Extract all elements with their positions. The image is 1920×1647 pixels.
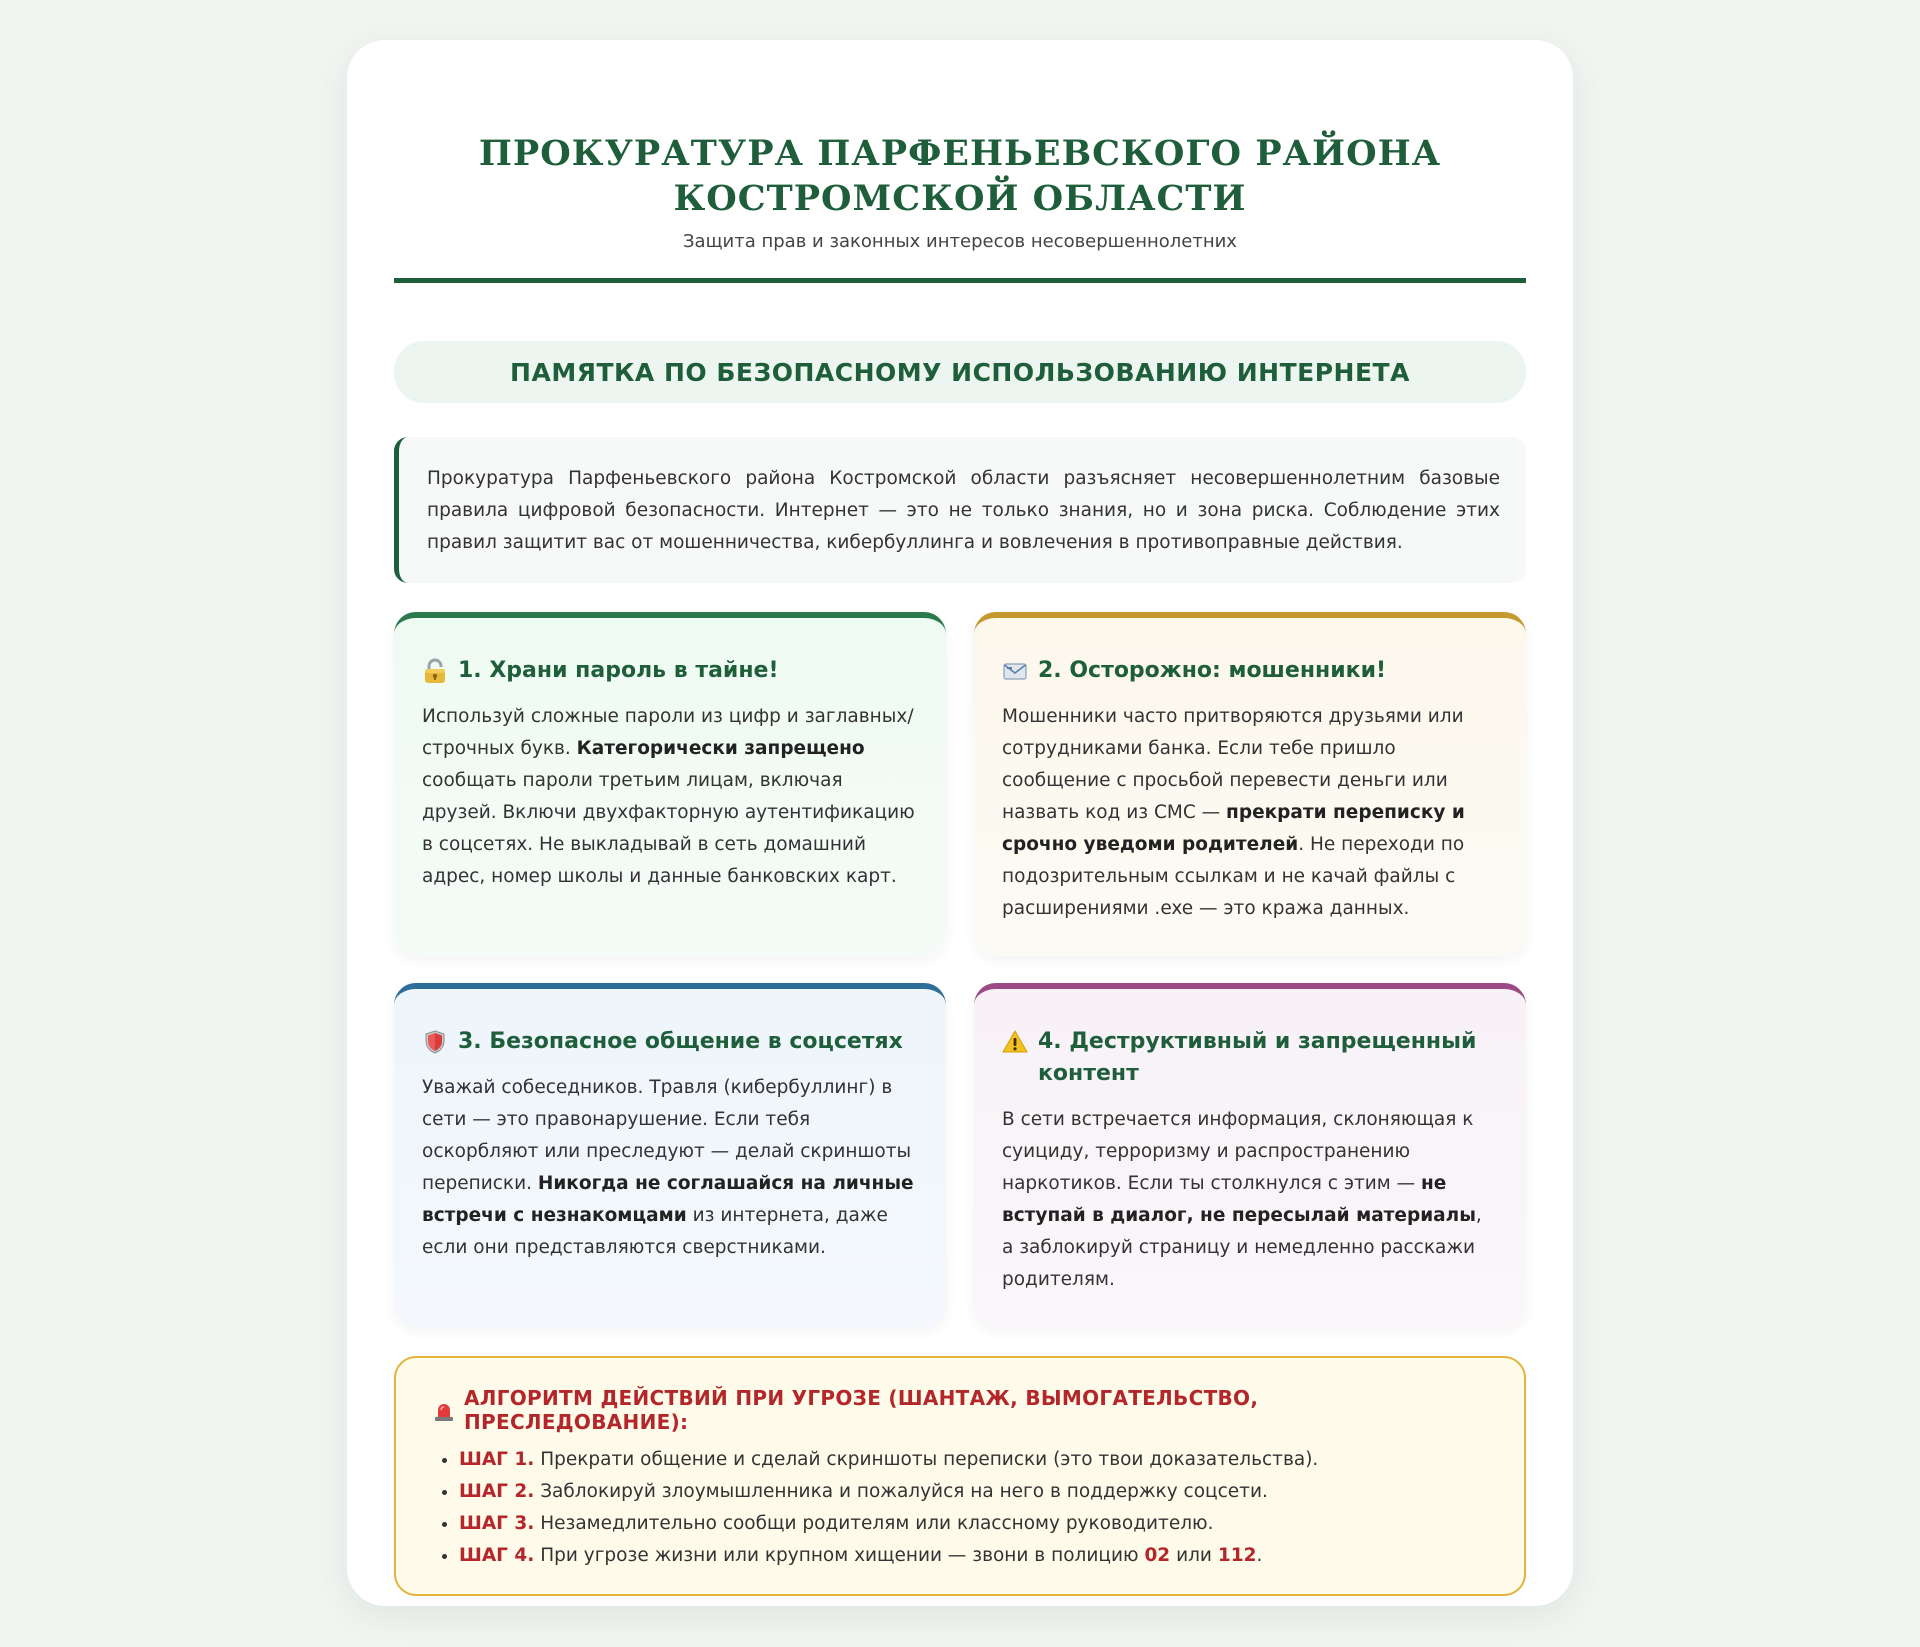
rule-text-part: . Не переходи по подозрительным ссылкам и не качай файлы с расширениями .exe — это кража данных.: [1002, 834, 1465, 919]
algorithm-step: [459, 1540, 1488, 1572]
org-title-line1: ПРОКУРАТУРА ПАРФЕНЬЕВСКОГО РАЙОНА: [478, 133, 1442, 174]
algorithm-step: [459, 1444, 1488, 1476]
algorithm-step: [459, 1476, 1488, 1508]
rule-text-part: сообщать пароли третьим лицам, включая друзей. Включи двухфакторную аутентификацию в соцсетях. Не выкладывай в сеть домашний адрес, номер школы и данные банковских карт.: [422, 770, 915, 887]
rule-card-title: [422, 655, 918, 687]
rule-text-part: Используй сложные пароли из цифр и заглавных/строчных букв.: [422, 706, 914, 759]
envelope-icon: [1002, 658, 1028, 684]
step-text: Прекрати общение и сделай скриншоты переписки (это твои доказательства).: [534, 1449, 1319, 1470]
step-text: При угрозе жизни или крупном хищении — звони в полицию: [534, 1545, 1145, 1566]
emergency-number: 112: [1217, 1545, 1257, 1566]
shield-icon: [422, 1029, 448, 1055]
rule-card-fraud: [974, 612, 1526, 956]
siren-icon: [432, 1398, 456, 1422]
rule-text-part: из интернета, даже если они представляются сверстниками.: [422, 1205, 888, 1258]
rule-text-emphasis: прекрати переписку и срочно уведоми родителей: [1002, 802, 1465, 855]
rule-card-title: [1002, 1026, 1498, 1090]
rule-card-text: [422, 701, 918, 893]
rule-text-emphasis: Категорически запрещено: [576, 738, 865, 759]
step-text: Незамедлительно сообщи родителям или классному руководителю.: [534, 1513, 1214, 1534]
header: [394, 131, 1526, 283]
intro-paragraph: Прокуратура Парфеньевского района Костромской области разъясняет несовершеннолетним базовые правила цифровой безопасности. Интернет — это не только знания, но и зона риска. Соблюдение этих правил защитит вас от мошенничества, кибербуллинга и вовлечения в противоправные действия.: [394, 437, 1526, 583]
rule-text-emphasis: не вступай в диалог, не пересылай материалы: [1002, 1173, 1476, 1226]
police-number: 02: [1144, 1545, 1171, 1566]
rule-card-title-text: 2. Осторожно: мошенники!: [1038, 658, 1387, 683]
algorithm-title: [432, 1386, 1488, 1434]
rule-card-password: [394, 612, 946, 956]
threat-algorithm-box: [394, 1356, 1526, 1596]
algorithm-title-text: АЛГОРИТМ ДЕЙСТВИЙ ПРИ УГРОЗЕ (ШАНТАЖ, ВЫМОГАТЕЛЬСТВО, ПРЕСЛЕДОВАНИЕ):: [464, 1386, 1259, 1434]
rule-card-title: [422, 1026, 918, 1058]
algorithm-step: [459, 1508, 1488, 1540]
warning-icon: [1002, 1029, 1028, 1055]
rule-text-part: Уважай собеседников. Травля (кибербуллинг) в сети — это правонарушение. Если тебя оскорбляют или преследуют — делай скриншоты переписки.: [422, 1077, 912, 1194]
algorithm-steps: [432, 1444, 1488, 1572]
step-label: ШАГ 1.: [459, 1449, 535, 1470]
org-title: [394, 131, 1526, 221]
memo-title: ПАМЯТКА ПО БЕЗОПАСНОМУ ИСПОЛЬЗОВАНИЮ ИНТЕРНЕТА: [510, 357, 1410, 387]
step-label: ШАГ 4.: [459, 1545, 535, 1566]
rule-text-part: , а заблокируй страницу и немедленно расскажи родителям.: [1002, 1205, 1482, 1290]
rule-card-title: [1002, 655, 1498, 687]
lock-icon: [422, 658, 448, 684]
rule-text-emphasis: Никогда не соглашайся на личные встречи с незнакомцами: [422, 1173, 914, 1226]
rule-card-content: [974, 983, 1526, 1327]
step-text: Заблокируй злоумышленника и пожалуйся на него в поддержку соцсети.: [534, 1481, 1268, 1502]
rule-card-social: [394, 983, 946, 1327]
rule-card-title-text: 1. Храни пароль в тайне!: [458, 658, 779, 683]
rule-card-text: [422, 1072, 918, 1264]
subtitle: Защита прав и законных интересов несовершеннолетних: [683, 231, 1237, 252]
rule-text-part: В сети встречается информация, склоняющая к суициду, терроризму и распространению наркотиков. Если ты столкнулся с этим —: [1002, 1109, 1474, 1194]
org-title-line2: КОСТРОМСКОЙ ОБЛАСТИ: [673, 178, 1247, 219]
step-text: или: [1170, 1545, 1218, 1566]
rule-card-text: [1002, 1104, 1498, 1296]
rule-card-title-text: 3. Безопасное общение в соцсетях: [458, 1029, 903, 1054]
step-text: .: [1256, 1545, 1263, 1566]
rules-grid: [394, 612, 1526, 1327]
rule-card-text: [1002, 701, 1498, 925]
memo-banner: [394, 341, 1526, 403]
rule-card-title-text: 4. Деструктивный и запрещенный контент: [1038, 1029, 1477, 1086]
step-label: ШАГ 2.: [459, 1481, 535, 1502]
page-card: [347, 40, 1573, 1606]
step-label: ШАГ 3.: [459, 1513, 535, 1534]
rule-text-part: Мошенники часто притворяются друзьями или сотрудниками банка. Если тебе пришло сообщение с просьбой перевести деньги или назвать код из СМС —: [1002, 706, 1464, 823]
